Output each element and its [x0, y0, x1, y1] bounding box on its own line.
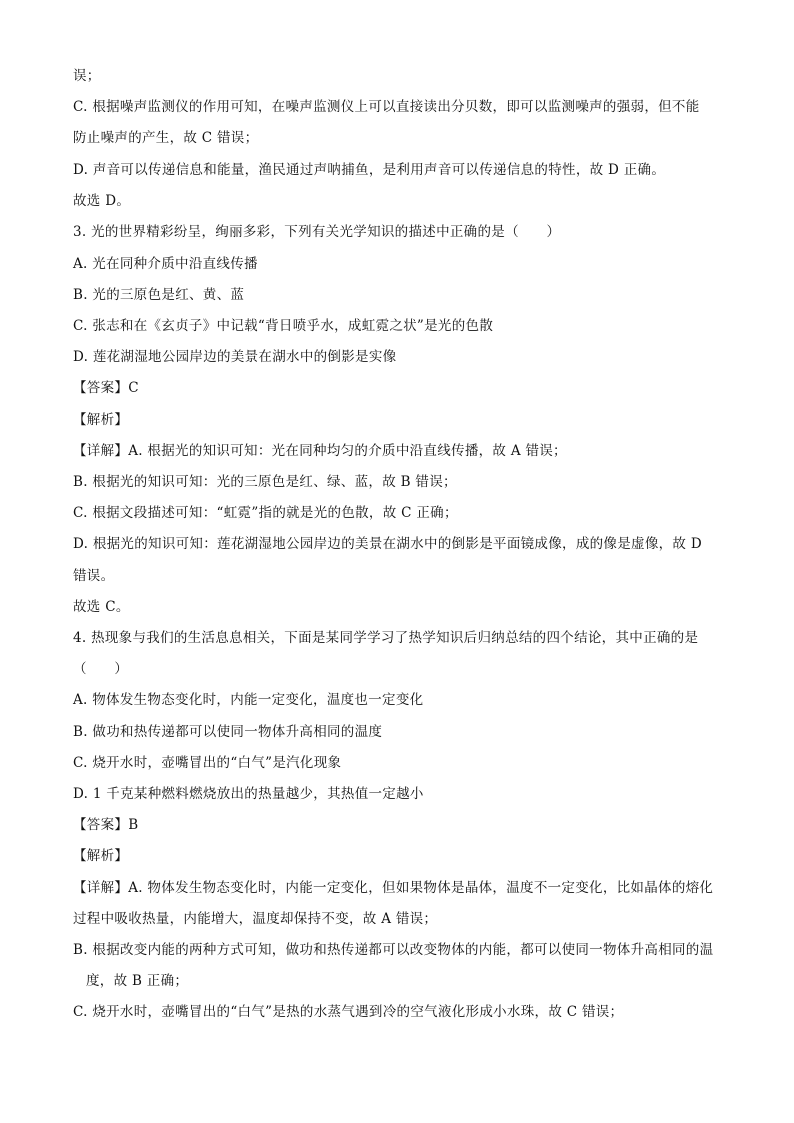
option-d: D. 1 千克某种燃料燃烧放出的热量越少，其热值一定越小: [73, 786, 424, 802]
text-line: C. 根据噪声监测仪的作用可知，在噪声监测仪上可以直接读出分贝数，即可以监测噪声的强弱，但不能: [73, 99, 700, 115]
option-a: A. 物体发生物态变化时，内能一定变化，温度也一定变化: [73, 692, 424, 708]
question-4-stem: 4. 热现象与我们的生活息息相关，下面是某同学学习了热学知识后归纳总结的四个结论，其中正确的是: [73, 630, 699, 646]
answer-label: 【答案】C: [73, 380, 139, 396]
explanation-line: B. 根据改变内能的两种方式可知，做功和热传递都可以改变物体的内能，都可以使同一物体升高相同的温: [73, 942, 714, 958]
question-3-stem: 3. 光的世界精彩纷呈，绚丽多彩，下列有关光学知识的描述中正确的是（ ）: [73, 224, 561, 240]
explanation-line: B. 根据光的知识可知：光的三原色是红、绿、蓝，故 B 错误；: [73, 474, 457, 490]
explanation-line: C. 根据文段描述可知：“虹霓”指的就是光的色散，故 C 正确；: [73, 505, 458, 521]
analysis-label: 【解析】: [73, 848, 129, 864]
text-line: D. 声音可以传递信息和能量，渔民通过声呐捕鱼，是利用声音可以传递信息的特性，故 D 正确。: [73, 162, 666, 178]
option-b: B. 做功和热传递都可以使同一物体升高相同的温度: [73, 724, 383, 740]
option-c: C. 烧开水时，壶嘴冒出的“白气”是汽化现象: [73, 755, 342, 771]
option-a: A. 光在同种介质中沿直线传播: [73, 256, 258, 272]
explanation-line: 度，故 B 正确；: [86, 973, 189, 989]
text-line: 故选 D。: [73, 193, 131, 209]
option-c: C. 张志和在《玄贞子》中记载“背日喷乎水，成虹霓之状”是光的色散: [73, 318, 494, 334]
explanation-line: 错误。: [73, 568, 115, 584]
option-b: B. 光的三原色是红、黄、蓝: [73, 287, 245, 303]
question-4-stem-bracket: （ ）: [73, 661, 129, 677]
explanation-line: 【详解】A. 根据光的知识可知：光在同种均匀的介质中沿直线传播，故 A 错误；: [73, 443, 567, 459]
text-line: 误；: [73, 68, 101, 84]
explanation-line: C. 烧开水时，壶嘴冒出的“白气”是热的水蒸气遇到冷的空气液化形成小水珠，故 C 错误；: [73, 1004, 624, 1020]
explanation-line: 【详解】A. 物体发生物态变化时，内能一定变化，但如果物体是晶体，温度不一定变化，比如晶体的熔化: [73, 880, 714, 896]
explanation-line: 过程中吸收热量，内能增大，温度却保持不变，故 A 错误；: [73, 911, 438, 927]
analysis-label: 【解析】: [73, 412, 129, 428]
text-line: 防止噪声的产生，故 C 错误；: [73, 130, 259, 146]
text-line: 故选 C。: [73, 599, 130, 615]
explanation-line: D. 根据光的知识可知：莲花湖湿地公园岸边的美景在湖水中的倒影是平面镜成像，成的像是虚像，故 D: [73, 536, 702, 552]
answer-label: 【答案】B: [73, 817, 139, 833]
option-d: D. 莲花湖湿地公园岸边的美景在湖水中的倒影是实像: [73, 349, 397, 365]
